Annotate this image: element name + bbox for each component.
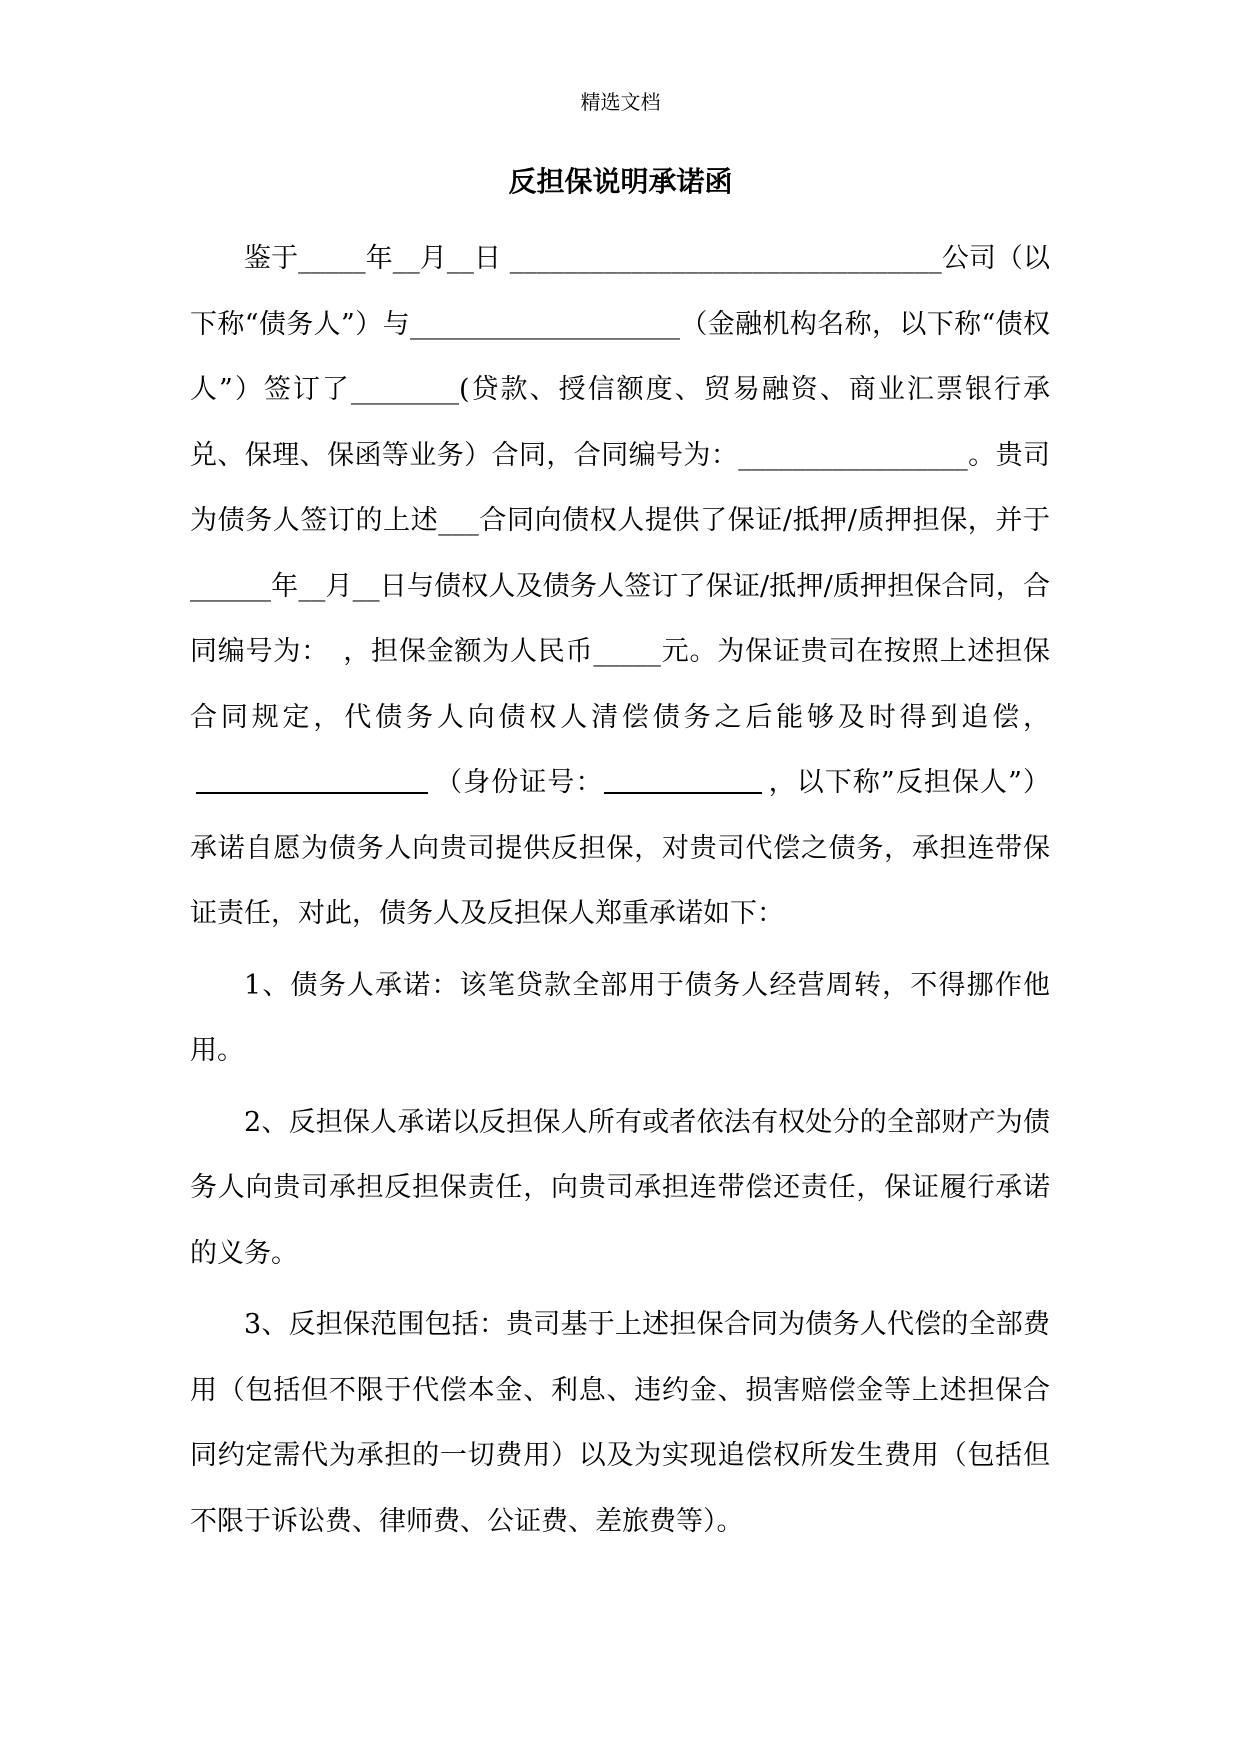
paragraph-4: 3、反担保范围包括：贵司基于上述担保合同为债务人代偿的全部费用（包括但不限于代偿本金、利息、违约金、损害赔偿金等上述担保合同约定需代为承担的一切费用）以及为实现追偿权所发生费用（包括但不限于诉讼费、律师费、公证费、差旅费等）。 [190, 1309, 1050, 1537]
page-header: 精选文档 [580, 90, 661, 114]
paragraph-3: 2、反担保人承诺以反担保人所有或者依法有权处分的全部财产为债务人向贵司承担反担保责任，向贵司承担连带偿还责任，保证履行承诺的义务。 [190, 1106, 1050, 1269]
paragraph-1 [190, 226, 1050, 947]
paragraph-1-part-a: 鉴于_____年__月__日 ________________________________公司（以下称“债务人”）与____________________（金融机构名称，以下称“债权人”）签订了________(贷款、授信额度、贸易融资、商业汇票银行承兑、保理、保函等业务）合同，合同编号为：_________________。贵司为债务人签订的上述___合同向债权人提供了保证/抵押/质押担保，并于______年__月__日与债权人及债务人签订了保证/抵押/质押担保合同，合同编号为： ，担保金额为人民币_____元。为保证贵司在按照上述担保合同规定，代债务人向债权人清偿债务之后能够及时得到追偿， [190, 243, 1050, 733]
paragraph-1-part-b: （身份证号： [434, 767, 604, 798]
paragraph-1-part-c: ，以下称”反担保人”）承诺自愿为债务人向贵司提供反担保，对贵司代偿之债务，承担连带保证责任，对此，债务人及反担保人郑重承诺如下： [190, 767, 1051, 929]
guarantor-name-underline [196, 763, 428, 793]
id-number-underline [604, 763, 762, 793]
document-title: 反担保说明承诺函 [508, 165, 733, 198]
paragraph-2: 1、债务人承诺：该笔贷款全部用于债务人经营周转，不得挪作他用。 [190, 969, 1050, 1066]
document-body [190, 226, 1050, 1554]
